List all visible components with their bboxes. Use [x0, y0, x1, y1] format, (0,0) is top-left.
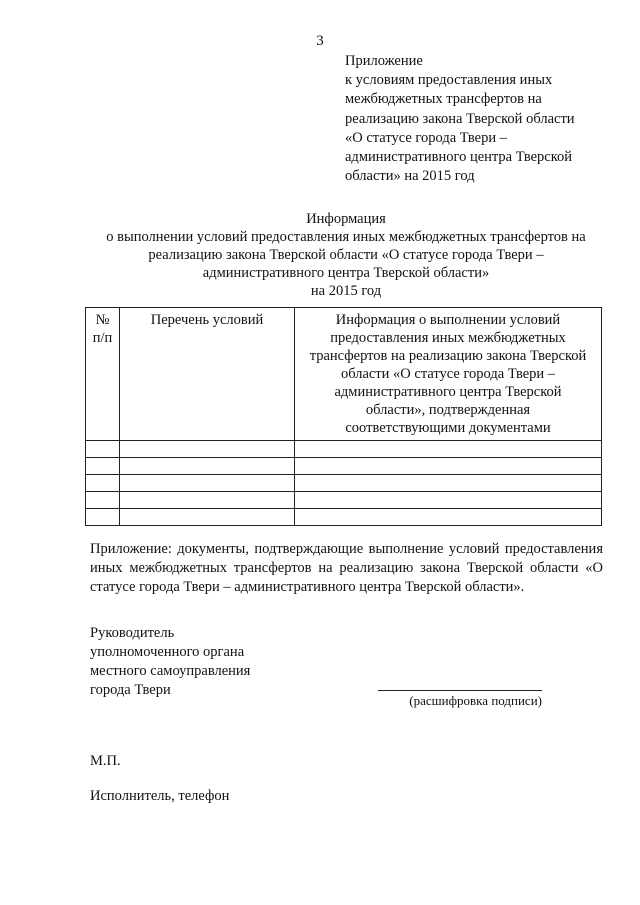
table-cell — [120, 458, 295, 475]
table-cell — [295, 458, 602, 475]
stamp-label: М.П. — [90, 753, 121, 769]
header-conditions: Перечень условий — [120, 308, 295, 441]
signatory-line: Руководитель — [90, 625, 175, 641]
table-cell — [120, 441, 295, 458]
document-title — [40, 210, 640, 300]
title-line: реализацию закона Тверской области «О статусе города Твери – — [148, 247, 544, 263]
table-cell — [86, 492, 120, 509]
appendix-line: Приложение — [345, 53, 423, 69]
table-cell — [295, 441, 602, 458]
table-header-row — [86, 308, 602, 441]
title-heading: Информация — [306, 211, 386, 227]
table-cell — [120, 509, 295, 526]
title-line: на 2015 год — [310, 283, 382, 299]
table-cell — [295, 492, 602, 509]
table-cell — [86, 475, 120, 492]
appendix-line: «О статусе города Твери – — [345, 129, 507, 146]
header-number: № п/п — [86, 308, 120, 441]
conditions-table — [85, 307, 602, 526]
table-row — [86, 475, 602, 492]
appendix-header — [345, 52, 615, 186]
appendix-line: реализацию закона Тверской области — [345, 110, 575, 127]
page-number: 3 — [316, 33, 324, 49]
signatory-line: города Твери — [90, 682, 171, 698]
table-row — [86, 441, 602, 458]
table-cell — [86, 509, 120, 526]
title-line: административного центра Тверской области» — [202, 265, 490, 281]
signatory-line: местного самоуправления — [90, 663, 251, 679]
signatory-block — [90, 624, 350, 700]
appendix-line: к условиям предоставления иных — [345, 72, 553, 89]
signature-caption: (расшифровка подписи) — [409, 693, 542, 708]
table-row — [86, 458, 602, 475]
appendix-note: Приложение: документы, подтверждающие выполнение условий предоставления иных межбюджетных трансфертов на реализацию закона Тверской области «О статусе города Твери – административного центра Тверской области». — [90, 541, 603, 595]
table-cell — [86, 441, 120, 458]
table-cell — [295, 509, 602, 526]
title-line: о выполнении условий предоставления иных межбюджетных трансфертов на — [106, 229, 586, 245]
table-cell — [120, 475, 295, 492]
appendix-line: области» на 2015 год — [345, 168, 475, 185]
table-cell — [120, 492, 295, 509]
appendix-line: административного центра Тверской — [345, 149, 573, 166]
appendix-line: межбюджетных трансфертов на — [345, 91, 542, 108]
table-cell — [86, 458, 120, 475]
table-row — [86, 509, 602, 526]
executor-label: Исполнитель, телефон — [90, 788, 230, 804]
table-row — [86, 492, 602, 509]
table-cell — [295, 475, 602, 492]
signatory-line: уполномоченного органа — [90, 644, 245, 660]
header-information: Информация о выполнении условий предоставления иных межбюджетных трансфертов на реализацию закона Тверской области «О статусе города Твери – административного центра Тверской области», подтвержденная соответствующими документами — [295, 308, 602, 441]
signature-line — [378, 690, 542, 691]
